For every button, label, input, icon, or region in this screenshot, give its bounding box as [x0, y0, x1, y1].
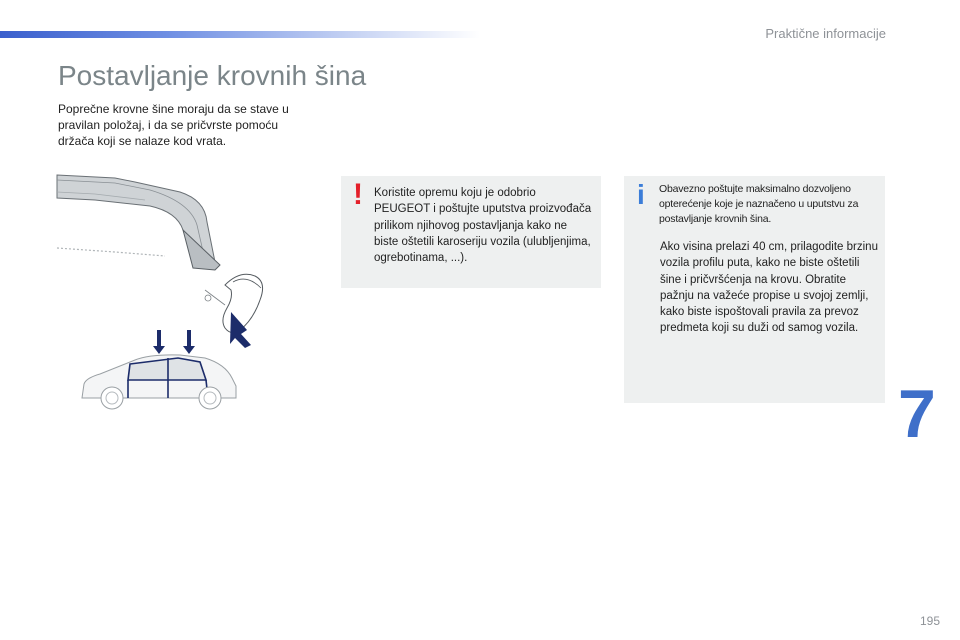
down-arrow-icon: [153, 330, 165, 354]
exclamation-icon: !: [353, 178, 363, 211]
header-accent-bar: [0, 31, 480, 38]
section-header: Praktične informacije: [765, 26, 886, 41]
push-arrow-icon: [230, 312, 251, 348]
page-title: Postavljanje krovnih šina: [58, 60, 367, 91]
info-icon: i: [637, 179, 645, 210]
hand-sketch: [223, 274, 263, 332]
info-box: [624, 176, 885, 403]
warning-text: Koristite opremu koju je odobrio PEUGEOT i poštujte uputstva proizvođača prilikom njihovog postavljanja kako ne biste oštetili karoseriju vozila (ulubljenjima, ogrebotinama, ...).: [374, 187, 592, 265]
chapter-number: 7: [898, 376, 936, 452]
info-text-height: Ako visina prelazi 40 cm, prilagodite brzinu vozila profilu puta, kako ne biste oštetili šine i pričvršćenja na krovu. Obratite pažnju na važeće propise u svojoj zemlji, kako biste ispoštovali pravila za prevoz predmeta koji su duži od samog vozila.: [660, 241, 878, 335]
car-side-view: [82, 330, 236, 409]
intro-paragraph: Poprečne krovne šine moraju da se stave u pravilan položaj, i da se pričvrste pomoću držača koji se nalaze kod vrata.: [58, 102, 289, 148]
roof-rail-illustration: [55, 170, 295, 420]
warning-box: [341, 176, 601, 288]
info-text-load: Obavezno poštujte maksimalno dozvoljeno opterećenje koje je naznačeno u uputstvu za postavljanje krovnih šina.: [659, 183, 859, 225]
page-number: 195: [919, 614, 940, 628]
down-arrow-icon: [183, 330, 195, 354]
